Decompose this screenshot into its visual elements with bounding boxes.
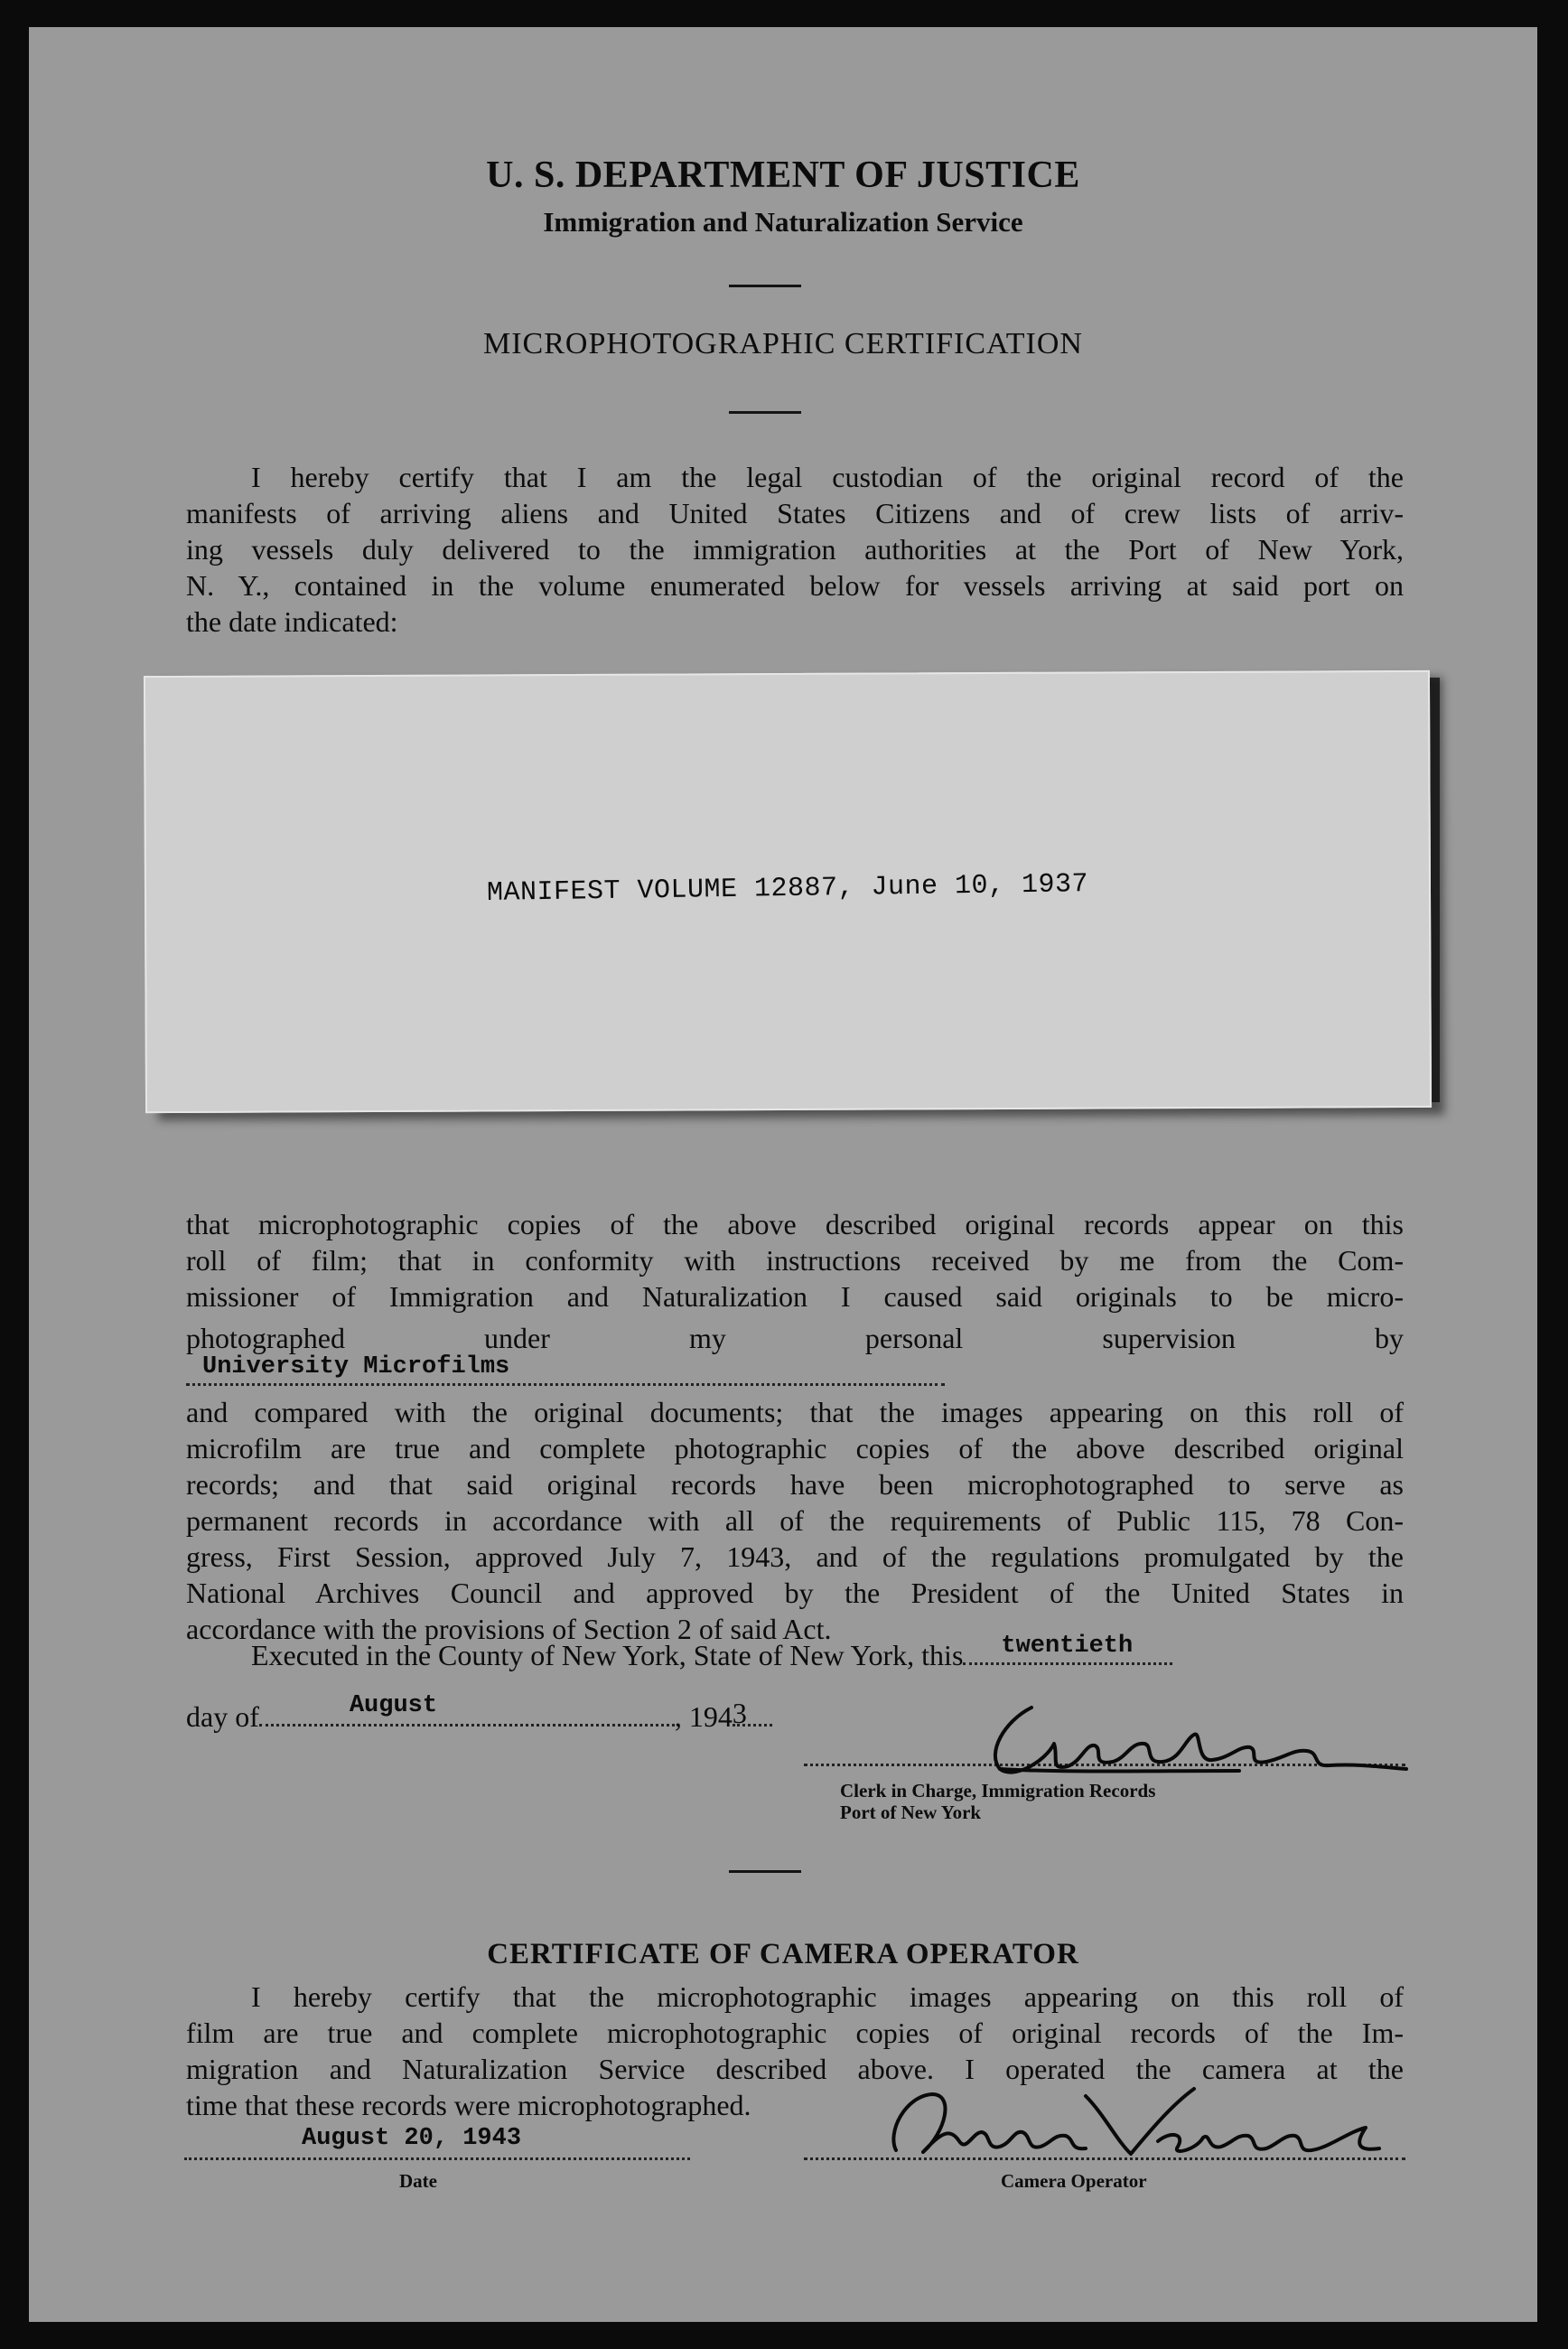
- text-line: migration and Naturalization Service described above. I operated the camera at the: [186, 2053, 1404, 2085]
- text-line: National Archives Council and approved by the President of the United States in: [186, 1577, 1404, 1609]
- text-line: accordance with the provisions of Section 2 of said Act.: [186, 1613, 832, 1645]
- intro-paragraph: [186, 459, 1404, 640]
- operator-date-value: August 20, 1943: [302, 2125, 522, 2152]
- day-of-label: day of: [186, 1700, 259, 1733]
- clerk-title-block: [840, 1780, 1382, 1823]
- text-line: records; and that said original records have been microphotographed to serve as: [186, 1468, 1404, 1501]
- text-line: film are true and complete microphotographic copies of original records of the Im-: [186, 2017, 1404, 2049]
- year-field: [733, 1699, 772, 1727]
- day-of-line: [186, 1692, 772, 1735]
- text-line: microfilm are true and complete photographic copies of the above described original: [186, 1432, 1404, 1465]
- department-heading: U. S. DEPARTMENT OF JUSTICE: [486, 154, 1080, 196]
- clerk-office: Port of New York: [840, 1802, 982, 1823]
- certificate-page: [29, 27, 1537, 2322]
- supervision-line: [186, 1320, 1404, 1394]
- body-paragraph: [186, 1206, 1404, 1647]
- supervision-field: [186, 1353, 945, 1386]
- text-line: roll of film; that in conformity with instructions received by me from the Com-: [186, 1244, 1404, 1277]
- supervision-name: University Microfilms: [202, 1353, 510, 1380]
- text-line: that microphotographic copies of the above described original records appear on this: [186, 1208, 1404, 1240]
- text-line: I hereby certify that I am the legal custodian of the original record of the: [251, 461, 1404, 493]
- text-line: N. Y., contained in the volume enumerated below for vessels arriving at said port on: [186, 569, 1404, 602]
- text-line: the date indicated:: [186, 605, 398, 638]
- text-line: missioner of Immigration and Naturalization I caused said originals to be micro-: [186, 1280, 1404, 1313]
- month-field: [259, 1692, 675, 1727]
- date-label: Date: [399, 2170, 437, 2192]
- executed-line: [251, 1633, 1172, 1673]
- divider-rule: [729, 285, 801, 287]
- text-line: permanent records in accordance with all of the requirements of Public 115, 78 Con-: [186, 1504, 1404, 1537]
- year-value: 3: [732, 1697, 747, 1729]
- executed-prefix: Executed in the County of New York, State of New York, this: [251, 1639, 964, 1671]
- certification-title: MICROPHOTOGRAPHIC CERTIFICATION: [482, 327, 1083, 360]
- camera-operator-label: Camera Operator: [1001, 2170, 1147, 2192]
- supervision-prefix: photographed under my personal supervision by: [186, 1322, 1404, 1354]
- clerk-signature: [968, 1689, 1411, 1789]
- text-line: manifests of arriving aliens and United States Citizens and of crew lists of arriv-: [186, 497, 1404, 529]
- month-value: August: [349, 1692, 438, 1719]
- year-prefix: , 194: [674, 1700, 733, 1733]
- camera-operator-signature: [860, 2078, 1402, 2168]
- divider-rule: [729, 411, 801, 414]
- day-field: [963, 1633, 1172, 1665]
- text-line: ing vessels duly delivered to the immigration authorities at the Port of New York,: [186, 533, 1404, 566]
- text-line: I hereby certify that the microphotographic images appearing on this roll of: [251, 1980, 1404, 2013]
- date-line: [184, 2157, 690, 2160]
- manifest-insert-card: [144, 670, 1432, 1113]
- camera-operator-line: [804, 2157, 1405, 2160]
- manifest-volume-text: MANIFEST VOLUME 12887, June 10, 1937: [486, 869, 1089, 909]
- service-subheading: Immigration and Naturalization Service: [543, 206, 1023, 238]
- divider-rule: [729, 1870, 801, 1873]
- day-value: twentieth: [1001, 1633, 1134, 1660]
- text-line: gress, First Session, approved July 7, 1943, and of the regulations promulgated by the: [186, 1540, 1404, 1573]
- camera-operator-heading: CERTIFICATE OF CAMERA OPERATOR: [487, 1938, 1079, 1970]
- clerk-title: Clerk in Charge, Immigration Records: [840, 1780, 1156, 1802]
- text-line: and compared with the original documents; that the images appearing on this roll of: [186, 1396, 1404, 1428]
- text-line: time that these records were microphotographed.: [186, 2089, 751, 2121]
